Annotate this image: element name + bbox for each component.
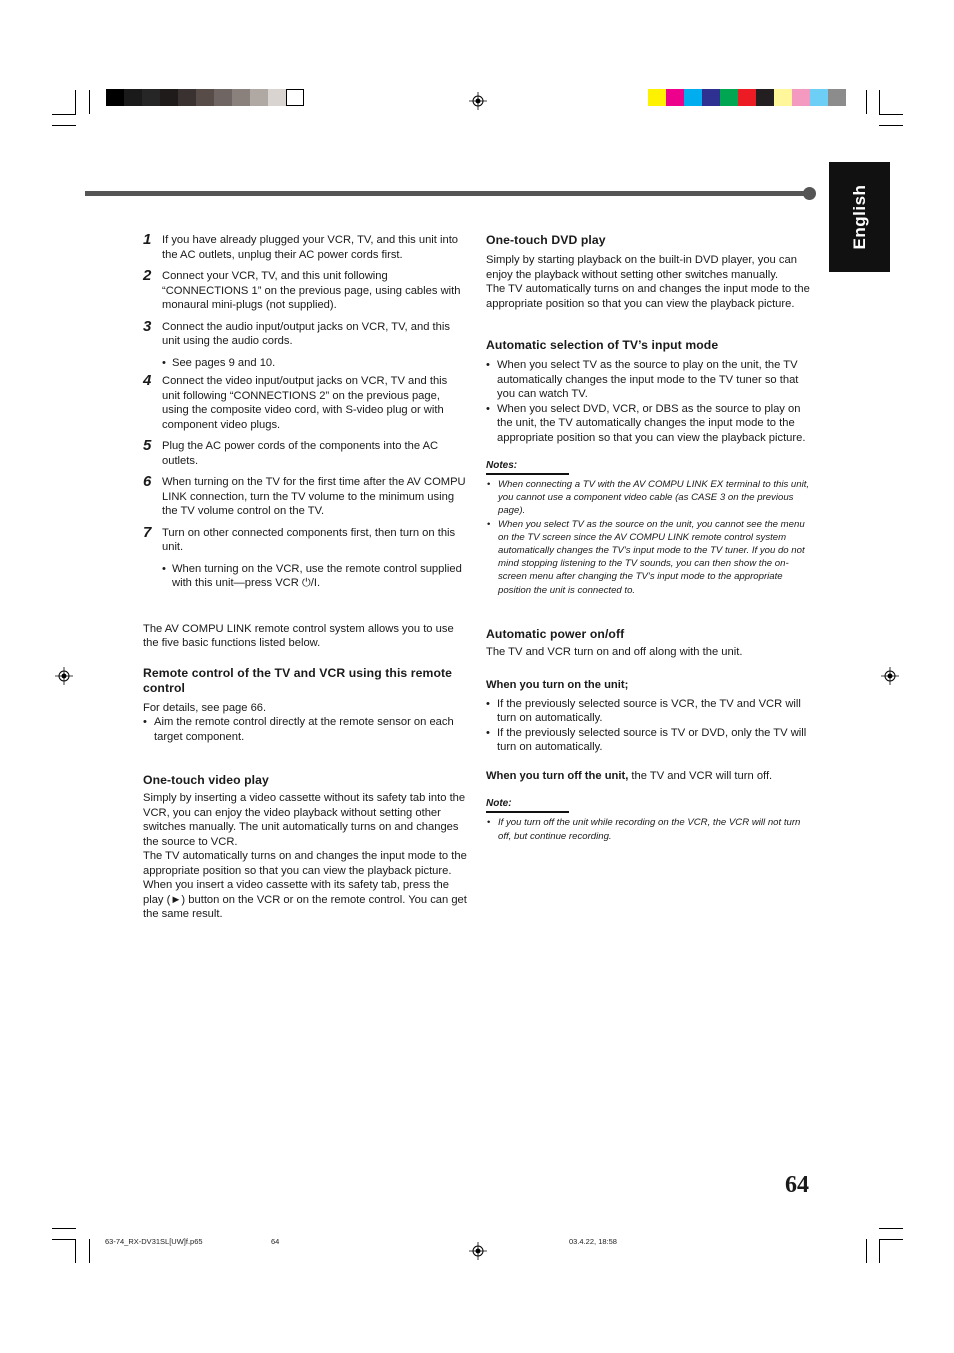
auto-selection-bullet: • When you select DVD, VCR, or DBS as the source to play on the unit, the TV automatically changes the input mode to the appropriate position so that you can view the playback picture.: [486, 402, 812, 446]
color-swatch: [286, 89, 304, 106]
step-item: [143, 439, 468, 468]
crop-mark: [75, 1239, 76, 1263]
step-text: Turn on other connected components first, then turn on this unit.: [162, 526, 456, 553]
step-number: 5: [143, 437, 152, 454]
crop-mark: [52, 1228, 76, 1229]
note-item: • If you turn off the unit while recording on the VCR, the VCR will not turn off, but continue recording.: [486, 816, 812, 842]
page-number: 64: [785, 1172, 809, 1198]
step-number: 3: [143, 317, 152, 335]
note-item: • When connecting a TV with the AV COMPU LINK EX terminal to this unit, you cannot use a component video cable (as CASE 3 on the previous page).: [486, 478, 812, 518]
dvd-play-heading: One-touch DVD play: [486, 233, 606, 247]
step-number: 6: [143, 473, 152, 490]
color-swatch: [160, 89, 178, 106]
color-swatch: [648, 89, 666, 106]
step-item: [143, 523, 468, 555]
header-rule-end-dot: [803, 187, 816, 200]
header-rule: [85, 191, 805, 196]
step-item: [143, 233, 468, 262]
crop-mark: [879, 1239, 903, 1240]
step-number: 4: [143, 372, 152, 389]
auto-selection-heading: Automatic selection of TV’s input mode: [486, 338, 719, 352]
color-swatch: [250, 89, 268, 106]
auto-power-paragraph: The TV and VCR turn on and off along with the unit.: [486, 645, 743, 658]
turn-on-heading: When you turn on the unit;: [486, 679, 629, 692]
crop-mark: [879, 90, 880, 114]
color-swatch: [666, 89, 684, 106]
crop-mark: [879, 114, 903, 115]
notes-title: Notes:: [486, 459, 569, 475]
connection-steps: [143, 233, 468, 591]
step-item: [143, 317, 468, 349]
color-swatch: [828, 89, 846, 106]
remote-control-heading: Remote control of the TV and VCR using this remote control: [143, 665, 453, 695]
crop-mark: [52, 125, 76, 126]
remote-details-text: For details, see page 66.: [143, 701, 267, 714]
language-tab: [829, 162, 890, 272]
step-item: [143, 475, 468, 519]
step-sub-bullet: • When turning on the VCR, use the remote control supplied with this unit—press VCR ⏻/I.: [143, 562, 468, 591]
crop-mark: [89, 90, 90, 114]
turn-on-bullet: • If the previously selected source is VCR, the TV and VCR will turn on automatically.: [486, 697, 812, 726]
color-swatch: [196, 89, 214, 106]
turn-off-bold: When you turn off the unit,: [486, 769, 629, 782]
left-column: [143, 233, 468, 922]
crop-mark: [866, 90, 867, 114]
turn-on-bullet: • If the previously selected source is TV or DVD, only the TV will turn on automatically.: [486, 726, 812, 755]
dvd-play-paragraph: The TV automatically turns on and changes the input mode to the appropriate position so that you can view the playback picture.: [486, 283, 810, 310]
color-swatch: [702, 89, 720, 106]
crop-mark: [879, 1239, 880, 1263]
crop-mark: [879, 125, 903, 126]
video-play-paragraph: When you insert a video cassette with its safety tab, press the play (►) button on the VCR or on the remote control. You can get the same result.: [143, 879, 467, 920]
color-swatch: [756, 89, 774, 106]
step-item: [143, 269, 468, 313]
registration-target-icon: [55, 667, 73, 685]
language-tab-label: English: [849, 184, 869, 250]
color-swatch: [214, 89, 232, 106]
footer-page: 64: [271, 1237, 280, 1246]
color-calibration-bar: [648, 89, 846, 106]
remote-bullet: • Aim the remote control directly at the remote sensor on each target component.: [143, 715, 468, 744]
crop-mark: [52, 114, 76, 115]
crop-mark: [89, 1239, 90, 1263]
color-swatch: [738, 89, 756, 106]
note-title: Note:: [486, 797, 569, 813]
step-text: Plug the AC power cords of the components into the AC outlets.: [162, 440, 439, 467]
color-swatch: [124, 89, 142, 106]
step-number: 1: [143, 231, 152, 248]
color-swatch: [142, 89, 160, 106]
gray-scale-bar: [106, 89, 304, 106]
note-item: • When you select TV as the source on the unit, you cannot see the menu on the TV screen since the AV COMPU LINK remote control system automatically changes the TV’s input mode to the TV tuner. If you do not mind stopping listening to the TV sounds, you can then show the on-screen menu after changing the TV’s input mode to the appropriate position the unit is connected to.: [486, 518, 812, 597]
color-swatch: [720, 89, 738, 106]
crop-mark: [879, 1228, 903, 1229]
dvd-play-paragraph: Simply by starting playback on the built-in DVD player, you can enjoy the playback without setting other switches manually.: [486, 254, 797, 281]
step-text: Connect the audio input/output jacks on VCR, TV, and this unit using the audio cords.: [162, 320, 450, 347]
color-swatch: [774, 89, 792, 106]
step-number: 2: [143, 267, 152, 284]
color-swatch: [268, 89, 286, 106]
step-item: [143, 374, 468, 432]
color-swatch: [106, 89, 124, 106]
intro-text: The AV COMPU LINK remote control system allows you to use the five basic functions listed below.: [143, 622, 454, 649]
step-sub-bullet: • See pages 9 and 10.: [143, 356, 468, 371]
crop-mark: [75, 90, 76, 114]
crop-mark: [52, 1239, 76, 1240]
step-text: If you have already plugged your VCR, TV, and this unit into the AC outlets, unplug their AC power cords first.: [162, 234, 459, 261]
color-swatch: [810, 89, 828, 106]
auto-selection-bullet: • When you select TV as the source to play on the unit, the TV automatically changes the input mode to the TV tuner so that you can watch TV.: [486, 358, 812, 402]
footer-date: 03.4.22, 18:58: [569, 1237, 617, 1246]
auto-power-heading: Automatic power on/off: [486, 626, 625, 641]
step-number: 7: [143, 523, 152, 541]
crop-mark: [866, 1239, 867, 1263]
right-column: [486, 233, 812, 843]
step-text: Connect the video input/output jacks on VCR, TV and this unit following “CONNECTIONS 2” on the previous page, using the composite video cord, with S-video plug or with component video plugs.: [162, 375, 448, 431]
step-text: Connect your VCR, TV, and this unit following “CONNECTIONS 1” on the previous page, using cables with monaural mini-plugs (not supplied).: [162, 270, 461, 311]
color-swatch: [232, 89, 250, 106]
video-play-heading: One-touch video play: [143, 773, 269, 787]
video-play-paragraph: The TV automatically turns on and changes the input mode to the appropriate position so that you can view the playback picture.: [143, 850, 467, 877]
registration-target-icon: [469, 1242, 487, 1260]
registration-target-icon: [881, 667, 899, 685]
color-swatch: [178, 89, 196, 106]
footer-file: 63-74_RX-DV31SL[UW]f.p65: [105, 1237, 203, 1246]
video-play-paragraph: Simply by inserting a video cassette without its safety tab into the VCR, you can enjoy the video playback without setting other switches manually. The unit automatically turns on and changes the source to VCR.: [143, 792, 466, 848]
turn-off-rest: the TV and VCR will turn off.: [628, 769, 773, 782]
registration-target-icon: [469, 92, 487, 110]
step-text: When turning on the TV for the first time after the AV COMPU LINK connection, turn the TV volume to the minimum using the TV volume control on the TV.: [162, 476, 466, 517]
turn-off-text: [486, 769, 812, 784]
color-swatch: [684, 89, 702, 106]
color-swatch: [792, 89, 810, 106]
